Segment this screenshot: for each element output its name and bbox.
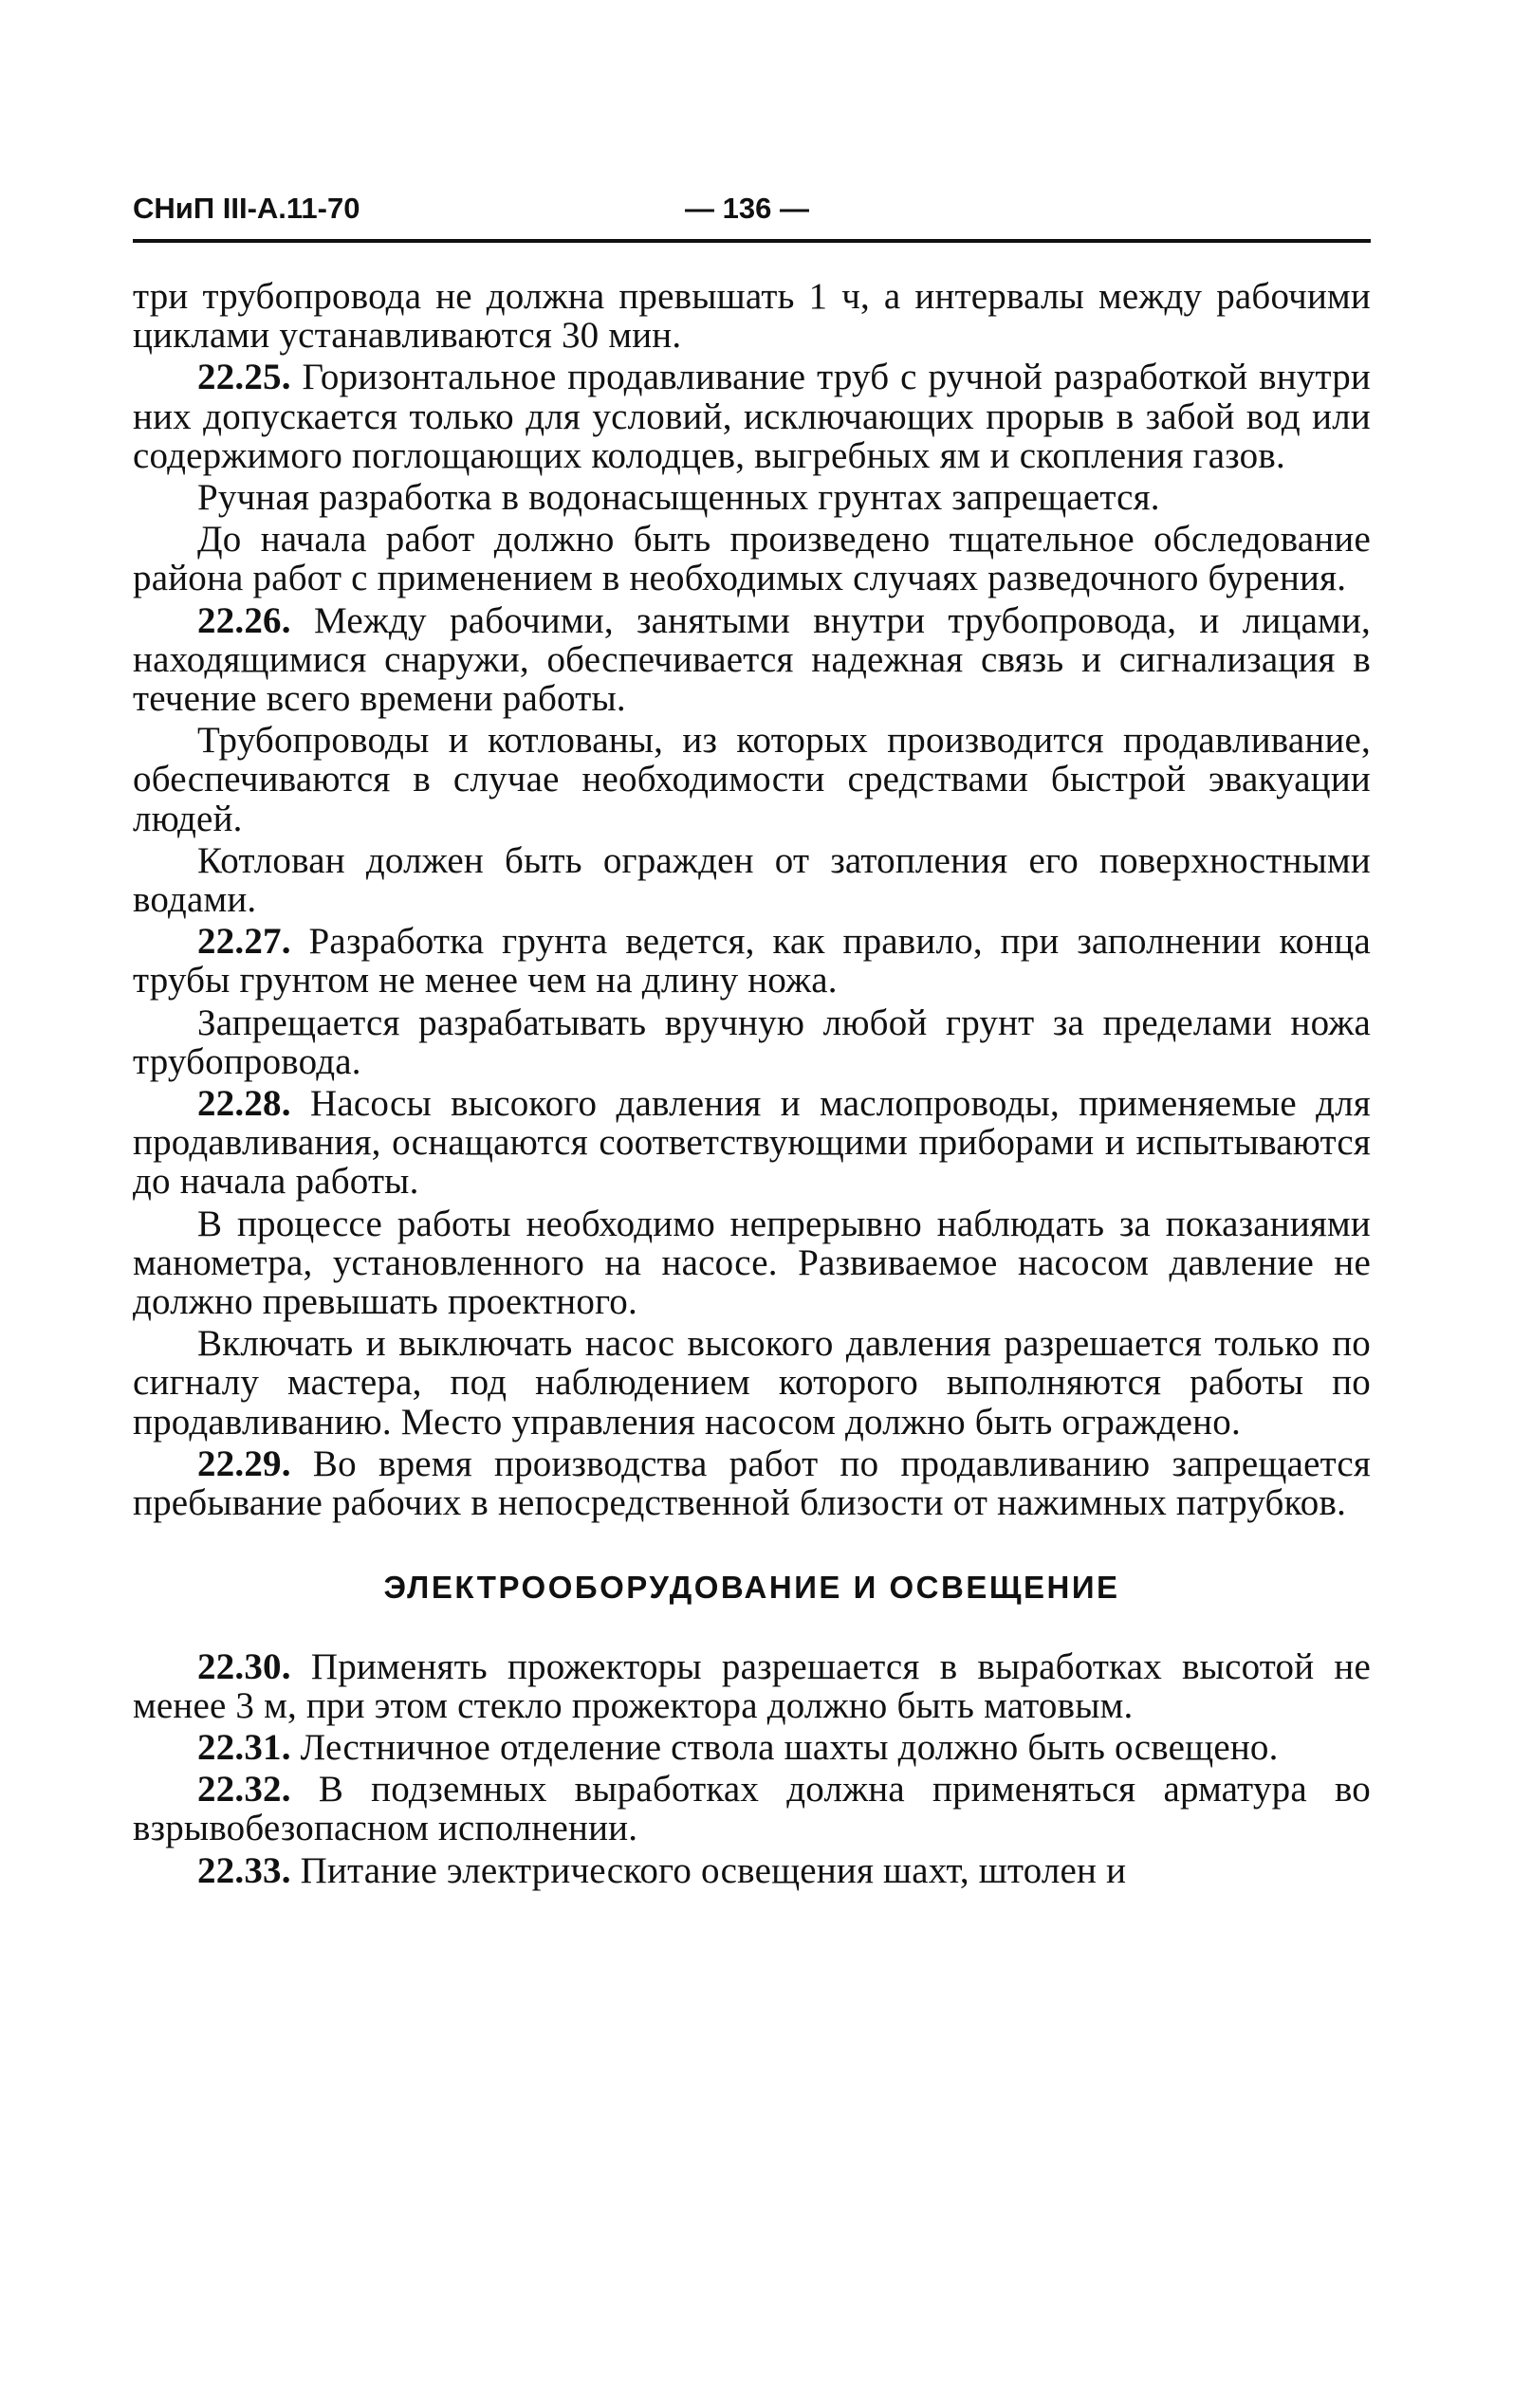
paragraph — [133, 601, 1371, 719]
paragraph-text: Трубопроводы и котлованы, из которых производится продавливание, обеспечиваются в случае необходимости средствами быстрой эвакуации людей. — [133, 720, 1371, 839]
paragraph — [133, 277, 1371, 355]
paragraph-text: три трубопровода не должна превышать 1 ч, а интервалы между рабочими циклами устанавливаются 30 мин. — [133, 276, 1371, 357]
paragraph-text: В процессе работы необходимо непрерывно наблюдать за показаниями манометра, установленного на насосе. Развиваемое насосом давление не должно превышать проектного. — [133, 1203, 1371, 1323]
paragraph-text: Котлован должен быть огражден от затопления его поверхностными водами. — [133, 839, 1371, 921]
paragraph-text: Запрещается разрабатывать вручную любой грунт за пределами ножа трубопровода. — [133, 1002, 1371, 1082]
paragraph — [133, 478, 1371, 517]
section-title: ЭЛЕКТРООБОРУДОВАНИЕ И ОСВЕЩЕНИЕ — [383, 1570, 1120, 1606]
paragraph — [133, 1444, 1371, 1522]
paragraph — [133, 1204, 1371, 1322]
paragraph — [133, 841, 1371, 919]
paragraph — [133, 1003, 1371, 1081]
paragraph-text: Лестничное отделение ствола шахты должно быть освещено. — [300, 1726, 1279, 1768]
paragraph-text: Во время производства работ по продавливанию запрещается пребывание рабочих в непосредственной близости от нажимных патрубков. — [133, 1443, 1371, 1524]
page-body — [133, 277, 1371, 1893]
paragraph — [133, 358, 1371, 475]
clause-number: 22.31. — [197, 1726, 291, 1768]
clause-number: 22.25. — [197, 357, 291, 398]
paragraph — [133, 520, 1371, 597]
paragraph — [133, 1647, 1371, 1725]
paragraph-text: До начала работ должно быть произведено тщательное обследование района работ с применением в необходимых случаях разведочного бурения. — [133, 519, 1371, 599]
paragraph — [133, 1084, 1371, 1202]
page-number: — 136 — — [685, 192, 809, 225]
paragraph — [133, 721, 1371, 838]
clause-number: 22.29. — [197, 1443, 291, 1484]
paragraph — [133, 1851, 1371, 1890]
paragraph — [133, 1728, 1371, 1767]
paragraph-text: Между рабочими, занятыми внутри трубопровода, и лицами, находящимися снаружи, обеспечивается надежная связь и сигнализация в течение всего времени работы. — [133, 599, 1372, 720]
paragraph-text: Насосы высокого давления и маслопроводы, применяемые для продавливания, оснащаются соответствующими приборами и испытываются до начала работы. — [133, 1083, 1371, 1203]
clause-number: 22.32. — [197, 1769, 291, 1811]
clause-number: 22.27. — [197, 921, 291, 963]
page-header — [133, 192, 1371, 237]
paragraph-text: В подземных выработках должна применяться арматура во взрывобезопасном исполнении. — [133, 1769, 1372, 1849]
paragraph-text: Ручная разработка в водонасыщенных грунтах запрещается. — [197, 477, 1160, 519]
document-code: СНиП III-А.11-70 — [133, 192, 360, 225]
paragraph-text: Горизонтальное продавливание труб с ручной разработкой внутри них допускается только для условий, исключающих прорыв в забой вод или содержимого поглощающих колодцев, выгребных ям и скопления газов. — [133, 357, 1371, 476]
header-rule — [133, 239, 1371, 243]
paragraph-text: Питание электрического освещения шахт, штолен и — [300, 1849, 1127, 1891]
paragraph — [133, 922, 1371, 1000]
clause-number: 22.26. — [197, 599, 291, 641]
paragraph-text: Разработка грунта ведется, как правило, при заполнении конца трубы грунтом не менее чем на длину ножа. — [133, 921, 1371, 1002]
clause-number: 22.28. — [197, 1083, 291, 1125]
paragraph-text: Применять прожекторы разрешается в выработках высотой не менее 3 м, при этом стекло прожектора должно быть матовым. — [133, 1645, 1372, 1726]
paragraph — [133, 1770, 1371, 1847]
clause-number: 22.33. — [197, 1849, 291, 1891]
paragraph-text: Включать и выключать насос высокого давления разрешается только по сигналу мастера, под наблюдением которого выполняются работы по продавливанию. Место управления насосом должно быть ограждено. — [133, 1323, 1371, 1443]
paragraph — [133, 1324, 1371, 1442]
clause-number: 22.30. — [197, 1645, 291, 1687]
